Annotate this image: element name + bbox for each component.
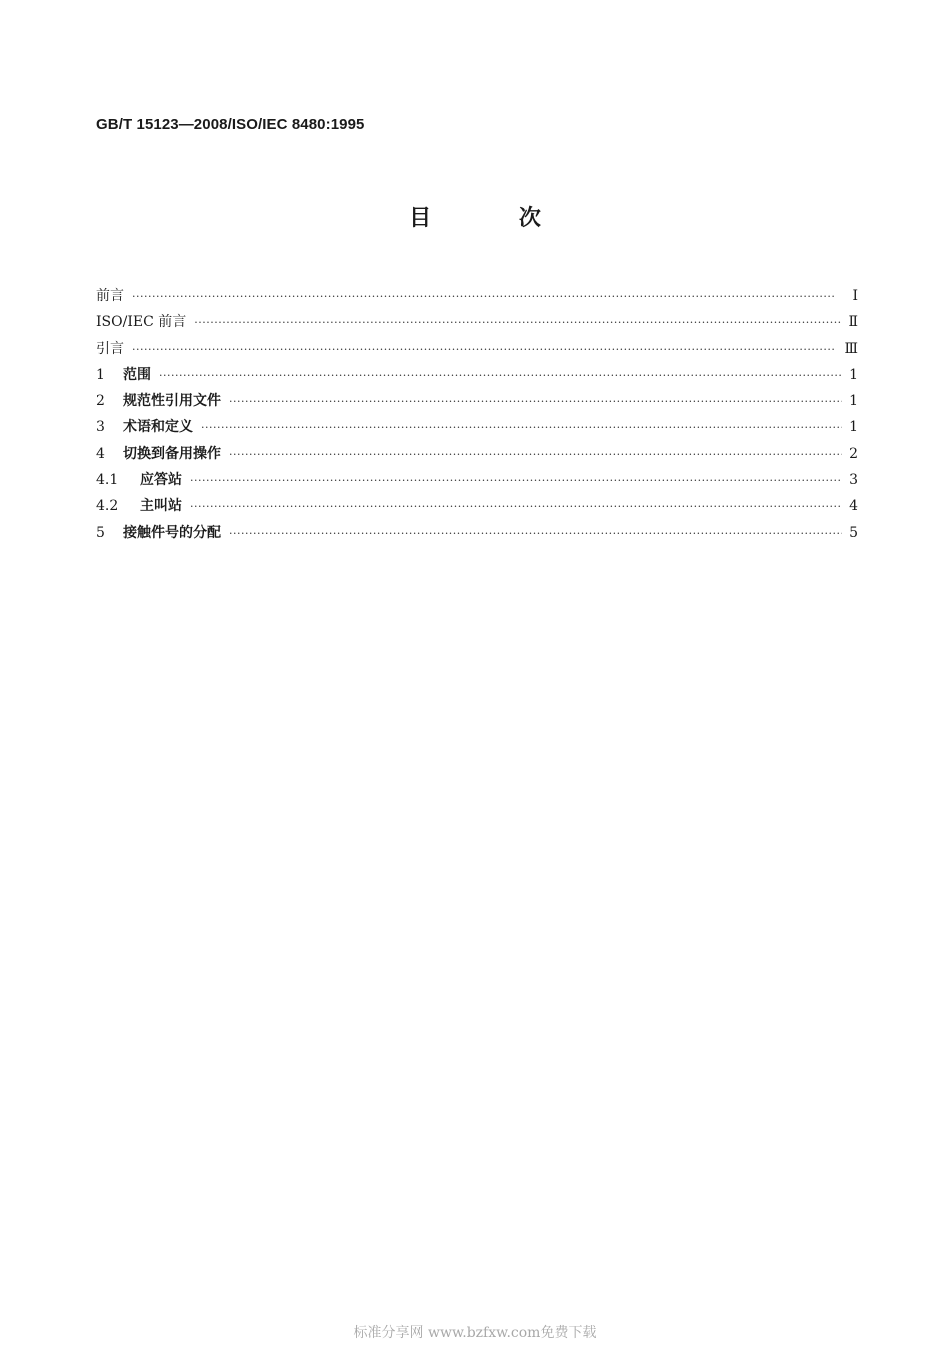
toc-entry-label: 切换到备用操作 — [123, 445, 221, 462]
toc-entry-iso-foreword[interactable] — [96, 311, 858, 337]
toc-entry-page: 5 — [849, 524, 858, 541]
toc-dot-leader — [229, 448, 842, 461]
toc-entry-label: 范围 — [123, 366, 151, 383]
toc-entry-terms-definitions[interactable] — [96, 416, 858, 442]
toc-dot-leader — [132, 290, 842, 303]
toc-entry-scope[interactable] — [96, 364, 858, 390]
standard-number-header: GB/T 15123—2008/ISO/IEC 8480:1995 — [96, 116, 365, 133]
toc-entry-page: Ⅱ — [848, 314, 858, 331]
toc-entry-number: 4.1 — [96, 472, 119, 489]
toc-entry-number: 3 — [96, 419, 105, 436]
toc-entry-label: 前言 — [96, 288, 124, 304]
watermark-text: 标准分享网 www.bzfxw.com免费下载 — [353, 1325, 597, 1341]
toc-entry-introduction[interactable] — [96, 338, 858, 364]
toc-entry-label: ISO/IEC 前言 — [96, 314, 187, 331]
toc-entry-page: 1 — [849, 393, 858, 410]
toc-entry-number: 4 — [96, 445, 105, 462]
toc-entry-number: 5 — [96, 524, 105, 541]
toc-dot-leader — [229, 395, 842, 408]
toc-entry-label: 引言 — [96, 340, 124, 357]
toc-entry-switch-to-backup[interactable] — [96, 443, 858, 469]
toc-entry-label: 规范性引用文件 — [123, 393, 221, 410]
toc-entry-page: 4 — [849, 498, 858, 515]
toc-entry-label: 主叫站 — [140, 498, 182, 515]
toc-dot-leader — [132, 343, 838, 356]
toc-entry-page: 2 — [849, 445, 858, 462]
toc-entry-label: 术语和定义 — [123, 419, 193, 436]
toc-entry-page: 3 — [849, 472, 858, 489]
toc-dot-leader — [190, 474, 842, 487]
toc-entry-label: 应答站 — [140, 472, 182, 489]
table-of-contents — [96, 285, 858, 548]
toc-dot-leader — [194, 316, 842, 329]
toc-entry-page: 1 — [849, 419, 858, 436]
page-title: 目 次 — [409, 206, 581, 231]
toc-entry-page: I — [852, 288, 858, 304]
toc-entry-page: 1 — [849, 366, 858, 383]
toc-entry-page: Ⅲ — [844, 340, 858, 357]
toc-dot-leader — [159, 369, 842, 382]
toc-dot-leader — [229, 527, 842, 540]
toc-dot-leader — [201, 421, 842, 434]
toc-entry-calling-station[interactable] — [96, 495, 858, 521]
toc-entry-number: 4.2 — [96, 498, 119, 515]
toc-dot-leader — [190, 500, 842, 513]
toc-entry-number: 2 — [96, 393, 105, 410]
toc-entry-answering-station[interactable] — [96, 469, 858, 495]
toc-entry-contact-assignment[interactable] — [96, 522, 858, 548]
toc-entry-number: 1 — [96, 366, 105, 383]
toc-entry-foreword[interactable] — [96, 285, 858, 311]
toc-entry-normative-references[interactable] — [96, 390, 858, 416]
toc-entry-label: 接触件号的分配 — [123, 524, 221, 541]
